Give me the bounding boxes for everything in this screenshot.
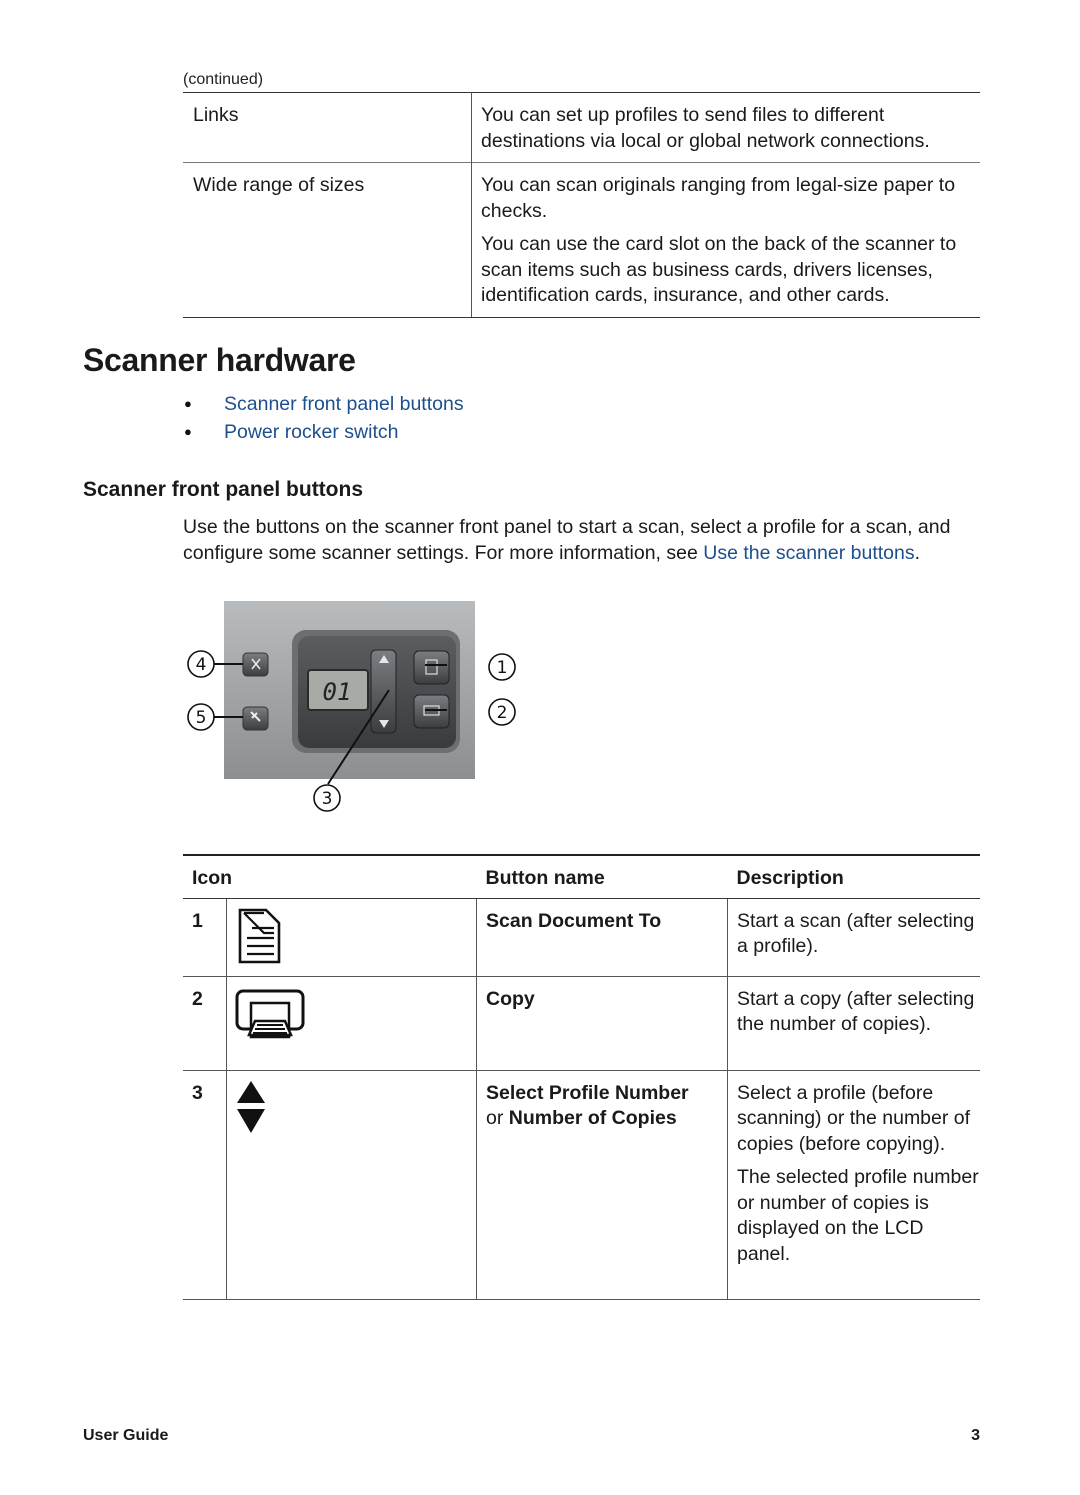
feature-description-text: You can use the card slot on the back of the scanner to scan items such as business cards, drivers licenses, identification cards, insurance, and other cards. xyxy=(481,233,957,306)
link-power-rocker-switch[interactable]: Power rocker switch xyxy=(224,421,399,443)
column-header-description: Description xyxy=(728,855,981,898)
table-row xyxy=(183,93,980,163)
features-table xyxy=(183,92,980,318)
list-item xyxy=(184,418,464,446)
description-text: Start a scan (after selecting a profile). xyxy=(737,909,975,957)
button-icon-table xyxy=(183,854,980,1300)
bullet-icon: ● xyxy=(184,424,192,439)
callout-label: 3 xyxy=(321,789,333,809)
link-front-panel-buttons[interactable]: Scanner front panel buttons xyxy=(224,393,464,415)
icon-cell xyxy=(227,976,477,1070)
row-number: 1 xyxy=(183,898,227,976)
button-name-or: or xyxy=(486,1107,504,1129)
subsection-title: Scanner front panel buttons xyxy=(83,478,364,501)
description-text: The selected profile number or number of copies is displayed on the LCD panel. xyxy=(737,1166,979,1265)
feature-description xyxy=(472,93,981,163)
column-header-icon: Icon xyxy=(183,855,477,898)
lcd-display: 01 xyxy=(322,678,352,706)
feature-description-text: You can set up profiles to send files to different destinations via local or global network connections. xyxy=(481,104,930,152)
table-row xyxy=(183,898,980,976)
callout-label: 5 xyxy=(195,708,207,728)
button-description xyxy=(728,898,981,976)
table-header-row xyxy=(183,855,980,898)
copy-icon xyxy=(235,985,307,1045)
button-name: Copy xyxy=(477,976,728,1070)
button-description xyxy=(728,1070,981,1299)
feature-description xyxy=(472,163,981,318)
table-row xyxy=(183,1070,980,1299)
button-name-part: Select Profile Number xyxy=(486,1081,689,1104)
page-number: 3 xyxy=(971,1427,980,1444)
description-text: Select a profile (before scanning) or the number of copies (before copying). xyxy=(737,1081,971,1155)
bullet-icon: ● xyxy=(184,396,192,411)
button-name-part: Number of Copies xyxy=(508,1107,677,1129)
feature-name: Wide range of sizes xyxy=(183,163,472,318)
button-name xyxy=(477,1070,728,1299)
table-row xyxy=(183,163,980,318)
row-number: 2 xyxy=(183,976,227,1070)
link-use-scanner-buttons[interactable]: Use the scanner buttons xyxy=(703,542,915,564)
description-text: Start a copy (after selecting the number of copies). xyxy=(737,987,975,1035)
callout-label: 1 xyxy=(496,658,508,678)
up-down-arrows-icon xyxy=(235,1079,267,1135)
table-row xyxy=(183,976,980,1070)
callout-label: 4 xyxy=(195,655,207,675)
scan-document-icon xyxy=(235,907,283,965)
scanner-front-panel-photo xyxy=(182,598,522,818)
feature-name: Links xyxy=(183,93,472,163)
continued-label: (continued) xyxy=(183,71,264,88)
button-name: Scan Document To xyxy=(477,898,728,976)
icon-cell xyxy=(227,1070,477,1299)
intro-text: Use the buttons on the scanner front panel to start a scan, select a profile for a scan, and configure some scanner settings. For more information, see xyxy=(183,516,951,564)
feature-description-text: You can scan originals ranging from legal-size paper to checks. xyxy=(481,174,956,222)
row-number: 3 xyxy=(183,1070,227,1299)
callout-label: 2 xyxy=(496,703,508,723)
column-header-button-name: Button name xyxy=(477,855,728,898)
button-description xyxy=(728,976,981,1070)
intro-paragraph xyxy=(183,514,993,566)
footer-title: User Guide xyxy=(83,1427,169,1444)
toc-link-list xyxy=(184,390,464,446)
icon-cell xyxy=(227,898,477,976)
intro-end: . xyxy=(914,542,921,564)
list-item xyxy=(184,390,464,418)
section-title: Scanner hardware xyxy=(83,342,356,378)
